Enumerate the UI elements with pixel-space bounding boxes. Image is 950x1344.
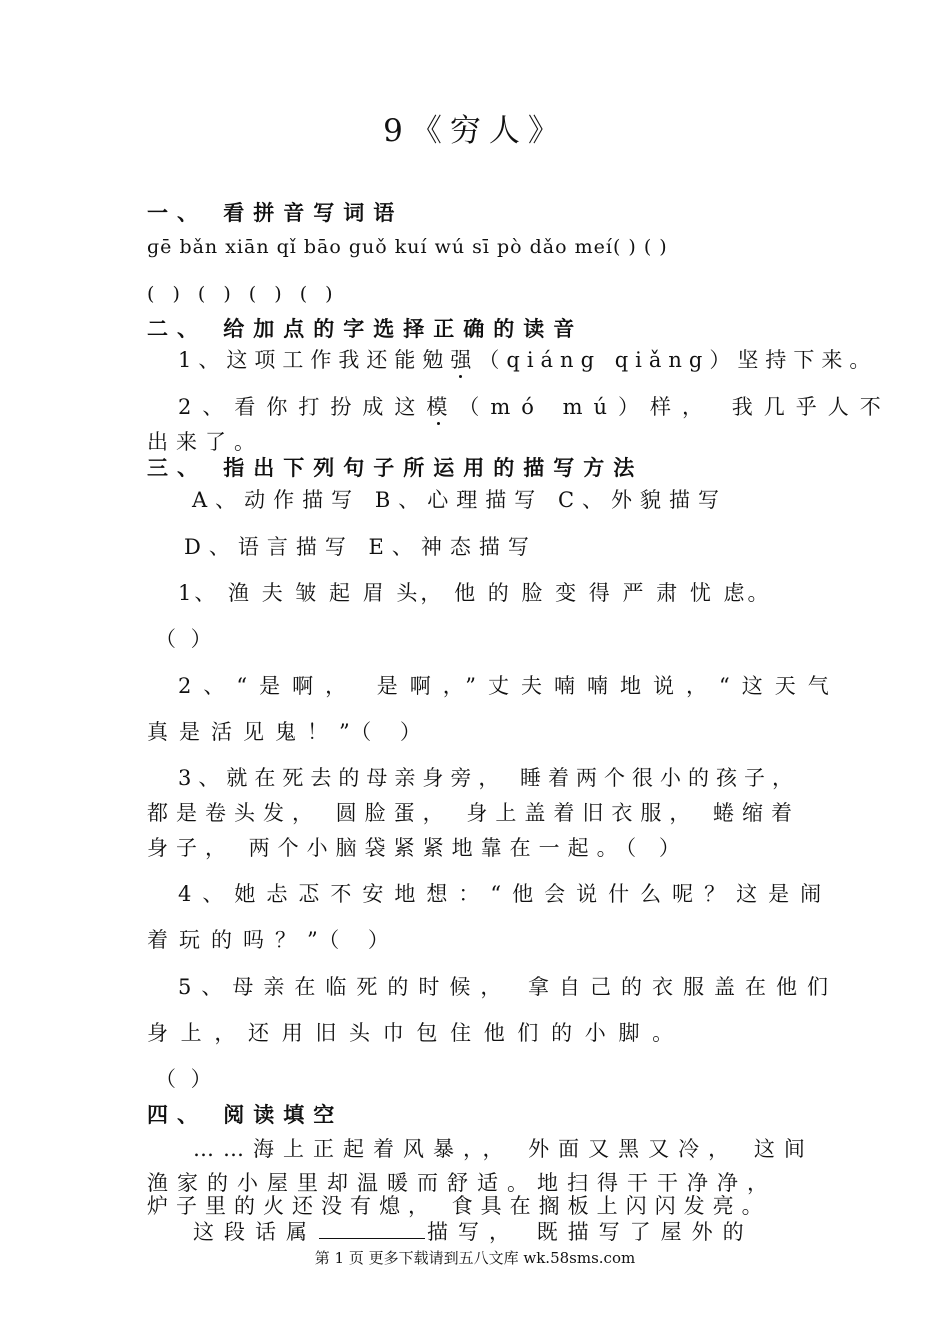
pinyin-line: ɡē bǎn xiān qǐ bāo guǒ kuí wú sī pò dǎo meí( ) ( ): [147, 236, 668, 258]
answer-blanks-line: ( ) ( ) ( ) ( ): [147, 283, 339, 305]
q1-text-after: （qiáng qiǎng）坚持下来。: [478, 348, 878, 372]
passage-line-1: ……海上正起着风暴，， 外面又黑又冷， 这间: [193, 1137, 814, 1161]
reading-question-before: 这段话属: [193, 1220, 317, 1244]
answer-blank[interactable]: [319, 1220, 425, 1239]
section3-question-5-cont: 身 上 ， 还 用 旧 头 巾 包 住 他 们 的 小 脚 。: [147, 1021, 677, 1045]
section3-question-5-blank: （ ）: [155, 1067, 216, 1091]
method-options-line-2: D、语言描写 E、神态描写: [184, 535, 537, 559]
section3-question-5: 5、母亲在临死的时候， 拿自己的衣服盖在他们: [178, 975, 839, 999]
section2-question-2: [178, 397, 892, 418]
section3-question-1: 1、 渔 夫 皱 起 眉 头， 他 的 脸 变 得 严 肃 忧 虑。: [178, 581, 772, 605]
section3-question-3-cont-1: 都是卷头发， 圆脸蛋， 身上盖着旧衣服， 蜷缩着: [147, 801, 801, 825]
q1-text-before: 1、这项工作我还能勉: [178, 348, 451, 372]
dotted-char-qiang: 强: [450, 348, 479, 372]
section3-question-3: 3、就在死去的母亲身旁， 睡着两个很小的孩子，: [178, 766, 801, 790]
section3-question-1-blank: （ ）: [155, 627, 216, 651]
section3-question-4-cont: 着玩的吗？”（ ）: [147, 928, 400, 952]
section3-question-3-cont-2: 身子， 两个小脑袋紧紧地靠在一起。（ ）: [147, 836, 688, 860]
passage-line-3: 炉子里的火还没有熄， 食具在搁板上闪闪发亮。: [147, 1194, 771, 1218]
section3-question-4: 4、她忐忑不安地想：“他会说什么呢？这是闹: [178, 882, 833, 906]
reading-question: [193, 1220, 754, 1243]
section2-heading: 二、 给加点的字选择正确的读音: [147, 316, 584, 341]
reading-question-after: 描写， 既描写了屋外的: [427, 1220, 754, 1244]
section1-heading: 一、 看拼音写词语: [147, 200, 404, 225]
q2-text-after: （mó mú）样， 我几乎人不: [458, 395, 892, 419]
page-title: 9《穷人》: [383, 113, 567, 149]
section3-question-2-cont: 真是活见鬼！”（ ）: [147, 720, 432, 744]
section2-question-2-cont: 出来了。: [147, 430, 263, 454]
section3-question-2: 2、“是啊， 是啊，”丈夫喃喃地说，“这天气: [178, 674, 841, 698]
q2-text-before: 2、看你打扮成这: [178, 395, 427, 419]
section2-question-1: [178, 350, 877, 371]
method-options-line-1: A、动作描写 B、心理描写 C、外貌描写: [192, 488, 728, 512]
section4-heading: 四、 阅读填空: [147, 1102, 344, 1127]
page-footer: 第 1 页 更多下载请到五八文库 wk.58sms.com: [314, 1249, 636, 1267]
section3-heading: 三、 指出下列句子所运用的描写方法: [147, 455, 644, 480]
dotted-char-mo: 模: [426, 395, 459, 419]
passage-line-2: 渔家的小屋里却温暖而舒适。地扫得干干净净，: [147, 1171, 777, 1195]
